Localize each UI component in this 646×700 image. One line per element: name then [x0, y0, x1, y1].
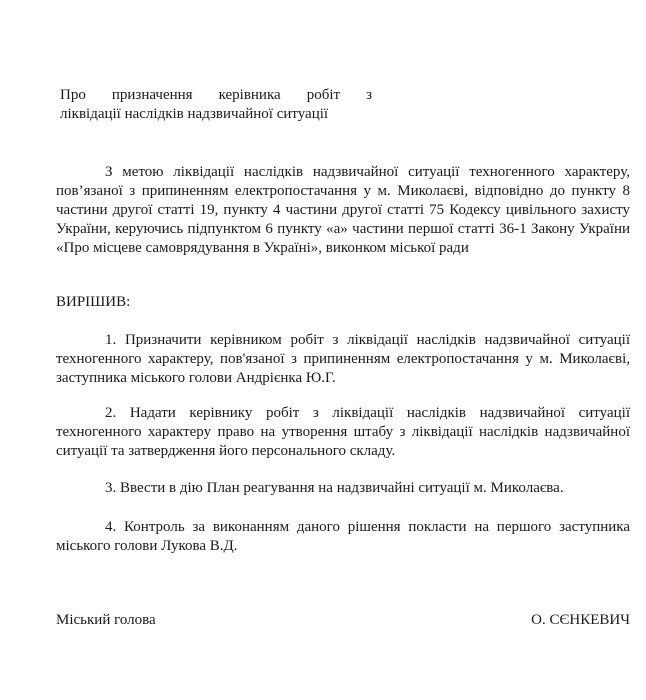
decision-item-4: 4. Контроль за виконанням даного рішення покласти на першого заступника міського голови Лукова В.Д.	[56, 519, 630, 554]
signature-position-label: Міський голова	[56, 612, 156, 628]
signature-name: О. СЄНКЕВИЧ	[531, 612, 630, 628]
document-title-line-2: ліквідації наслідків надзвичайної ситуації	[60, 106, 329, 122]
document-title-line-1: Про призначення керівника робіт з	[60, 87, 372, 103]
signature-row	[56, 611, 630, 630]
decision-item-1: 1. Призначити керівником робіт з ліквідації наслідків надзвичайної ситуації техногенного характеру, пов'язаної з припиненням електропостачання у м. Миколаєві, заступника міського голови Андрієнка Ю.Г.	[56, 332, 630, 386]
decision-item-3: 3. Ввести в дію План реагування на надзвичайні ситуації м. Миколаєва.	[105, 480, 564, 496]
document-title	[60, 86, 386, 124]
intro-paragraph: З метою ліквідації наслідків надзвичайної ситуації техногенного характеру, пов’язаної з припиненням електропостачання у м. Миколаєві, відповідно до пункту 8 частини другої статті 19, пункту 4 частини другої статті 75 Кодексу цивільного захисту України, керуючись підпунктом 6 пункту «а» частини першої статті 36-1 Закону України «Про місцеве самоврядування в Україні», виконком міської ради	[56, 164, 630, 256]
decision-item-2: 2. Надати керівнику робіт з ліквідації наслідків надзвичайної ситуації техногенного характеру право на утворення штабу з ліквідації наслідків надзвичайної ситуації та затвердження його персонального складу.	[56, 405, 630, 459]
resolved-heading: ВИРІШИВ:	[56, 294, 131, 310]
